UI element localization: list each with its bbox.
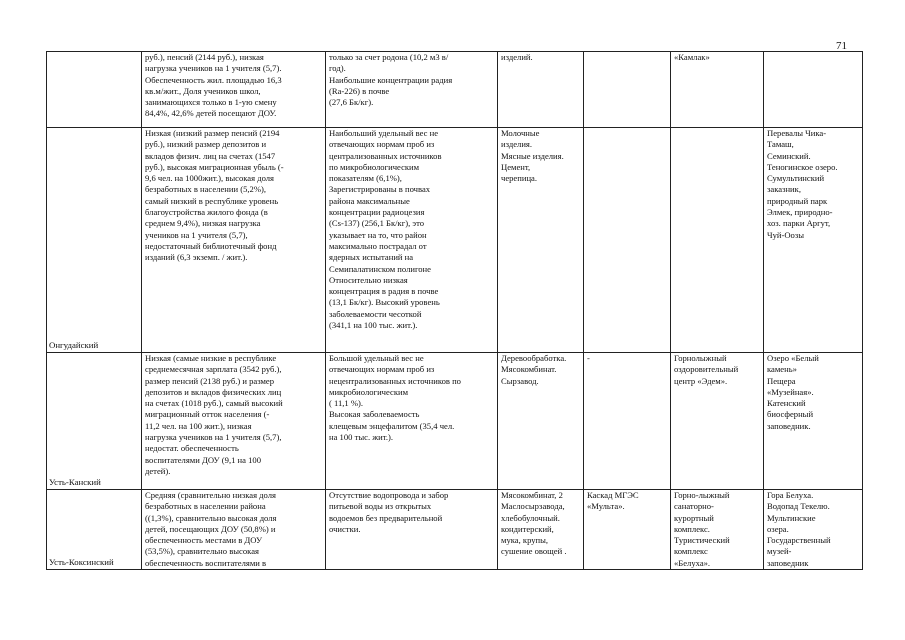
energy-cell: Каскад МГЭС «Мульта».: [584, 490, 671, 570]
tourism-cell: Горно-лыжный санаторно- курортный комплекс. Туристический комплекс «Белуха».: [671, 490, 764, 570]
district-name-cell: [47, 52, 142, 128]
energy-cell: -: [584, 353, 671, 490]
page-number: 71: [836, 40, 847, 52]
energy-cell: [584, 52, 671, 128]
ecology-cell: только за счет родона (10,2 м3 в/ год). Наибольшие концентрации радия (Ra-226) в почве (27,6 Бк/кг).: [326, 52, 498, 128]
table-row: [47, 353, 863, 490]
energy-cell: [584, 128, 671, 353]
nature-cell: Озеро «Белый камень» Пещера «Музейная». Катенский биосферный заповедник.: [764, 353, 863, 490]
nature-cell: Гора Белуха. Водопад Текелю. Мультинские озера. Государственный музей- заповедник: [764, 490, 863, 570]
ecology-cell: Наибольший удельный вес не отвечающих нормам проб из централизованных источников по микробиологическим показателям (6,1%), Зарегистрированы в почвах района максимальные концентрации радиоцезия (Cs-137) (256,1 Бк/кг), это указывает на то, что район максимально пострадал от ядерных испытаний на Семипалатинском полигоне Относительно низкая концентрация в радия в почве (13,1 Бк/кг). Высокий уровень заболеваемости чесоткой (341,1 на 100 тыс. жит.).: [326, 128, 498, 353]
economy-cell: Низкая (низкий размер пенсий (2194 руб.), низкий размер депозитов и вкладов физич. лиц на счетах (1547 руб.), высокая миграционная убыль (- 9,6 чел. на 1000жит.), высокая доля безработных в населении (5,2%), самый низкий в республике уровень благоустройства жилого фонда (в среднем 9,4%), низкая нагрузка учеников на 1 учителя (5,7), недостаточный библиотечный фонд изданий (6,3 экземп. / жит.).: [142, 128, 326, 353]
tourism-cell: «Камлак»: [671, 52, 764, 128]
industry-cell: изделий.: [498, 52, 584, 128]
economy-cell: Средняя (сравнительно низкая доля безработных в населении района ((1,3%), сравнительно высокая доля детей, посещающих ДОУ (50,8%) и обеспеченность местами в ДОУ (53,5%), сравнительно высокая обеспеченность воспитателями в: [142, 490, 326, 570]
ecology-cell: Отсутствие водопровода и забор питьевой воды из открытых водоемов без предварительной очистки.: [326, 490, 498, 570]
economy-cell: Низкая (самые низкие в республике среднемесячная зарплата (3542 руб.), размер пенсий (2138 руб.) и размер депозитов и вкладов физических лиц на счетах (1018 руб.), самый высокий миграционный отток населения (- 11,2 чел. на 100 жит.), низкая нагрузка учеников на 1 учителя (5,7), недостат. обеспеченность воспитателями ДОУ (9,1 на 100 детей).: [142, 353, 326, 490]
district-name-cell: Усть-Коксинский: [47, 490, 142, 570]
tourism-cell: Горнолыжный оздоровительный центр «Эдем».: [671, 353, 764, 490]
industry-cell: Деревообработка. Мясокомбинат. Сырзавод.: [498, 353, 584, 490]
nature-cell: [764, 52, 863, 128]
district-name-cell: Онгудайский: [47, 128, 142, 353]
district-table: [46, 51, 863, 570]
table-row: [47, 490, 863, 570]
economy-cell: руб.), пенсий (2144 руб.), низкая нагрузка учеников на 1 учителя (5,7). Обеспеченность жил. площадью 16,3 кв.м/жит., Доля учеников школ, занимающихся только в 1-ую смену 84,4%, 42,6% детей посещают ДОУ.: [142, 52, 326, 128]
district-name-cell: Усть-Канский: [47, 353, 142, 490]
table-row: [47, 128, 863, 353]
ecology-cell: Большой удельный вес не отвечающих нормам проб из нецентрализованных источников по микробиологическим ( 11,1 %). Высокая заболеваемость клещевым энцефалитом (35,4 чел. на 100 тыс. жит.).: [326, 353, 498, 490]
industry-cell: Молочные изделия. Мясные изделия. Цемент, черепица.: [498, 128, 584, 353]
table-row: [47, 52, 863, 128]
industry-cell: Мясокомбинат, 2 Маслосырзавода, хлебобулочный. кондитерский, мука, крупы, сушение овощей .: [498, 490, 584, 570]
nature-cell: Перевалы Чика- Тамаш, Семинский. Теногинское озеро. Сумультинский заказник, природный парк Элмек, природно- хоз. парки Аргут, Чуй-Оозы: [764, 128, 863, 353]
tourism-cell: [671, 128, 764, 353]
